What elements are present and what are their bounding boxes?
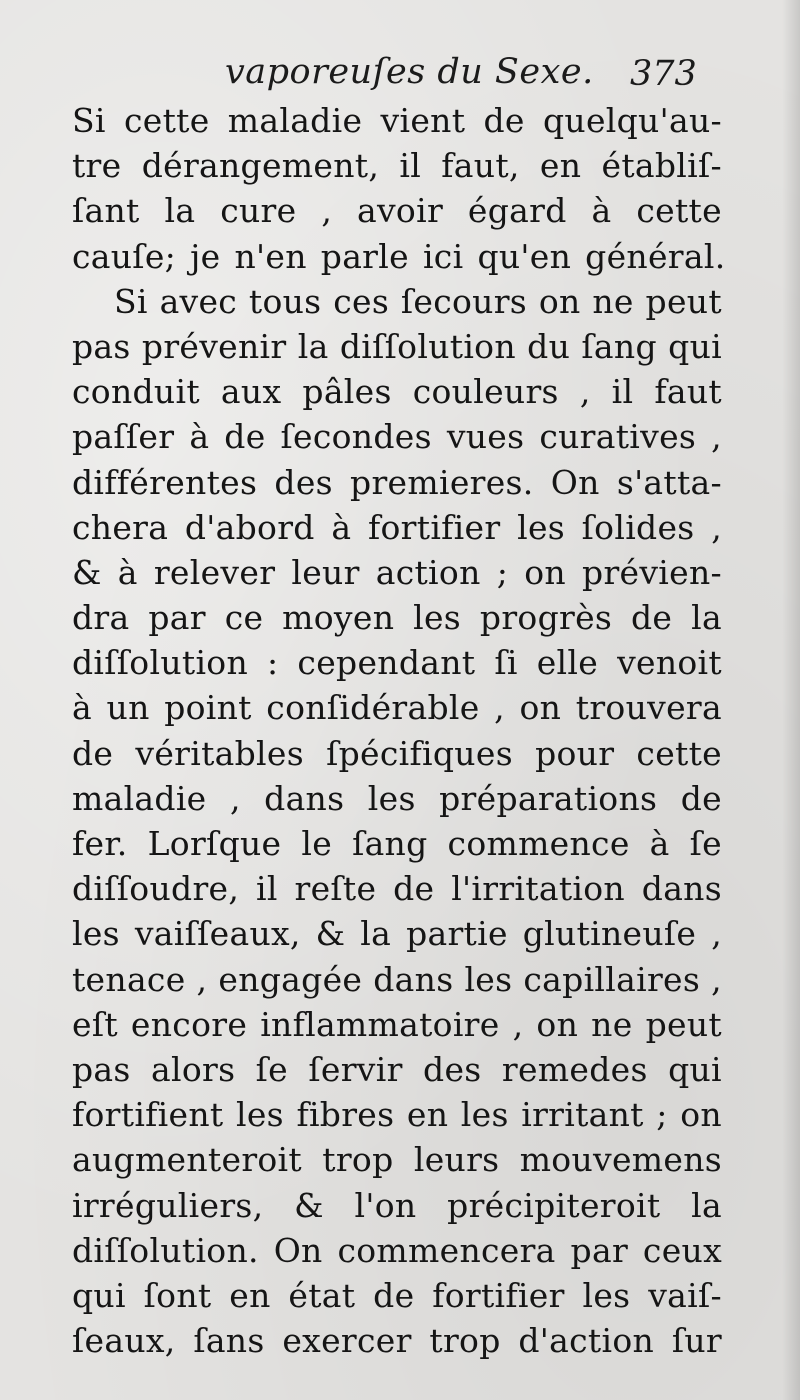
word: peut (645, 281, 722, 321)
word: maladie (72, 778, 207, 818)
word: fortifier (368, 507, 501, 547)
running-head: vaporeuſes du Sexe. (225, 52, 594, 92)
word: , (494, 688, 505, 728)
word: cure (220, 191, 297, 231)
word: exercer (282, 1321, 412, 1361)
text-line (72, 1137, 722, 1182)
word: , (711, 959, 722, 999)
word: Si (72, 101, 106, 140)
word: ſe (255, 1049, 289, 1089)
word: elle (536, 643, 599, 683)
word: général. (585, 236, 726, 276)
word: irréguliers, (72, 1185, 264, 1225)
word: ſang (581, 326, 657, 366)
word: cette (123, 101, 210, 140)
text-line (72, 911, 722, 956)
word: on (536, 1004, 579, 1044)
word: de (483, 101, 525, 140)
word: on (680, 1095, 722, 1135)
word: , (229, 778, 241, 818)
word: je (190, 236, 221, 276)
word: moyen (282, 598, 395, 638)
word: diſſolution (339, 326, 516, 366)
word: dans (264, 778, 345, 818)
word: ſant (72, 191, 140, 231)
word: vaiſſeaux, (134, 914, 301, 954)
word: n'en (234, 236, 307, 276)
word: les (236, 1095, 284, 1135)
word: paſſer (72, 417, 175, 457)
word: commence (447, 824, 630, 863)
word: , (579, 372, 591, 412)
word: eſt (72, 1004, 118, 1044)
word: Si (114, 281, 148, 321)
text-line (72, 1183, 722, 1228)
word: mouvemens (519, 1140, 722, 1180)
word: On (273, 1230, 323, 1270)
word: relever (153, 552, 276, 592)
word: , (196, 959, 208, 999)
word: avec (159, 281, 238, 321)
text-line (72, 369, 722, 414)
word: & (72, 552, 102, 592)
word: ; (656, 1095, 668, 1135)
word: fortifier (432, 1275, 565, 1315)
text-line (72, 595, 722, 640)
word: diſſolution. (72, 1230, 259, 1270)
word: , (512, 1004, 524, 1044)
word: encore (130, 1004, 248, 1044)
word: il (255, 869, 278, 909)
word: état (288, 1275, 356, 1315)
word: ce (224, 598, 264, 638)
word: cette (636, 733, 722, 773)
word: dans (641, 869, 722, 909)
word: qu'en (477, 236, 572, 276)
word: & (294, 1185, 324, 1225)
word: alors (151, 1049, 236, 1089)
word: préparations (439, 778, 658, 818)
word: quelqu'au- (542, 101, 722, 140)
word: l'on (354, 1185, 417, 1225)
word: égard (467, 191, 567, 231)
word: pour (535, 733, 615, 773)
word: maladie (227, 101, 363, 140)
text-line (72, 1228, 722, 1273)
word: pas (72, 1049, 131, 1089)
word: fortifient (72, 1095, 224, 1135)
word: des (423, 1049, 482, 1089)
word: remedes (501, 1049, 648, 1089)
word: à (189, 417, 210, 457)
word: de (393, 869, 435, 909)
word: prévien- (582, 552, 722, 592)
word: du (527, 326, 571, 366)
word: qui (668, 1049, 722, 1089)
word: tous (248, 281, 322, 321)
word: ſi (494, 643, 518, 683)
word: ſang (352, 824, 428, 863)
word: par (148, 598, 206, 638)
text-line (72, 1002, 722, 1047)
word: conduit (72, 372, 200, 412)
body-text (72, 98, 726, 1363)
word: Lorſque (147, 824, 282, 863)
text-line (72, 550, 722, 595)
word: qui (72, 1275, 126, 1315)
word: établiſ- (601, 146, 722, 186)
word: les (413, 598, 462, 638)
text-line (72, 957, 722, 1002)
text-line (72, 143, 722, 188)
word: en (229, 1275, 271, 1315)
word: qui (668, 326, 722, 366)
word: trouvera (575, 688, 722, 728)
word: leur (291, 552, 360, 592)
word: partie (406, 914, 508, 954)
word: de (373, 1275, 415, 1315)
text-line (72, 188, 722, 233)
word: on (524, 552, 566, 592)
word: cette (636, 191, 722, 231)
text-line (72, 821, 722, 866)
text-line (72, 866, 722, 911)
word: avoir (357, 191, 444, 231)
word: On (550, 462, 600, 502)
word: ſervir (308, 1049, 403, 1089)
word: tenace (72, 959, 186, 999)
text-line (72, 414, 722, 459)
text-line (72, 279, 722, 324)
word: vaiſ- (648, 1275, 722, 1315)
word: à (72, 688, 92, 728)
text-line (72, 1318, 722, 1363)
word: ſpécifiques (326, 733, 513, 773)
word: faut, (441, 146, 520, 186)
word: , (711, 417, 722, 457)
word: chera (72, 507, 169, 547)
word: ceux (642, 1230, 722, 1270)
word: des (274, 462, 333, 502)
word: parle (320, 236, 409, 276)
word: la (691, 1185, 722, 1225)
word: premieres. (350, 462, 534, 502)
page-edge-shadow (782, 0, 800, 1400)
word: pas (72, 326, 131, 366)
word: les (517, 507, 566, 547)
word: il (611, 372, 634, 412)
word: peut (645, 1004, 722, 1044)
word: ces (333, 281, 390, 321)
word: , (321, 191, 333, 231)
word: à (117, 552, 138, 592)
word: la (297, 326, 329, 366)
word: curatives (539, 417, 697, 457)
text-line (72, 234, 726, 279)
word: d'action (518, 1321, 655, 1361)
text-line (72, 1092, 722, 1137)
word: diſſolution (72, 643, 249, 683)
word: ſont (143, 1275, 212, 1315)
word: les (464, 959, 513, 999)
word: à (649, 824, 670, 863)
word: par (570, 1230, 629, 1270)
word: vues (446, 417, 525, 457)
word: les (72, 914, 120, 954)
word: faut (654, 372, 722, 412)
word: dans (373, 959, 454, 999)
word: cauſe; (72, 236, 177, 276)
word: conſidérable (266, 688, 480, 728)
word: leurs (413, 1140, 500, 1180)
word: couleurs (412, 372, 559, 412)
word: diſſoudre, (72, 869, 240, 909)
word: venoit (617, 643, 722, 683)
word: ne (592, 281, 634, 321)
word: commencera (337, 1230, 556, 1270)
word: ; (496, 552, 509, 592)
word: ſur (671, 1321, 722, 1361)
text-line (72, 324, 722, 369)
word: à (591, 191, 612, 231)
word: action (375, 552, 481, 592)
word: , (711, 914, 722, 954)
word: dra (72, 598, 130, 638)
word: le (301, 824, 333, 863)
word: aux (220, 372, 282, 412)
word: les (460, 1095, 509, 1135)
word: ſecondes (280, 417, 432, 457)
word: trop (322, 1140, 394, 1180)
word: ſolides (581, 507, 695, 547)
word: véritables (135, 733, 304, 773)
text-line (72, 1273, 722, 1318)
text-line (72, 98, 722, 143)
word: de (631, 598, 673, 638)
word: de (680, 778, 722, 818)
word: s'atta- (616, 462, 722, 502)
word: à (331, 507, 352, 547)
word: capillaires (523, 959, 701, 999)
word: pâles (302, 372, 392, 412)
word: progrès (479, 598, 613, 638)
word: ne (591, 1004, 633, 1044)
word: point (164, 688, 252, 728)
word: dérangement, (141, 146, 380, 186)
word: glutineuſe (522, 914, 697, 954)
word: on (519, 688, 562, 728)
word: la (164, 191, 196, 231)
word: un (106, 688, 150, 728)
word: augmenteroit (72, 1140, 302, 1180)
word: engagée (218, 959, 363, 999)
word: fer. (72, 824, 128, 863)
word: , (711, 507, 722, 547)
word: irritant (521, 1095, 644, 1135)
text-line (72, 505, 722, 550)
word: & (315, 914, 346, 954)
word: cependant (297, 643, 476, 683)
word: ſeaux, (72, 1321, 176, 1361)
word: ſecours (400, 281, 528, 321)
word: les (582, 1275, 631, 1315)
word: les (367, 778, 416, 818)
word: ſans (193, 1321, 265, 1361)
page-header (0, 52, 800, 102)
word: ici (422, 236, 464, 276)
word: trop (429, 1321, 501, 1361)
text-line (72, 1047, 722, 1092)
page-number: 373 (630, 54, 697, 94)
word: précipiteroit (447, 1185, 661, 1225)
word: reſte (294, 869, 377, 909)
word: en (539, 146, 582, 186)
word: la (691, 598, 722, 638)
word: la (360, 914, 392, 954)
word: : (267, 643, 279, 683)
text-line (72, 685, 722, 730)
word: inflammatoire (260, 1004, 500, 1044)
word: en (406, 1095, 449, 1135)
text-line (72, 640, 722, 685)
text-line (72, 731, 722, 776)
word: prévenir (141, 326, 287, 366)
word: on (538, 281, 581, 321)
word: différentes (72, 462, 258, 502)
word: fibres (296, 1095, 395, 1135)
word: d'abord (184, 507, 315, 547)
word: de (224, 417, 266, 457)
text-line (72, 460, 722, 505)
word: tre (72, 146, 122, 186)
word: il (399, 146, 422, 186)
word: ſe (689, 824, 722, 863)
text-line (72, 776, 722, 821)
word: de (72, 733, 114, 773)
word: vient (380, 101, 466, 140)
word: l'irritation (451, 869, 625, 909)
